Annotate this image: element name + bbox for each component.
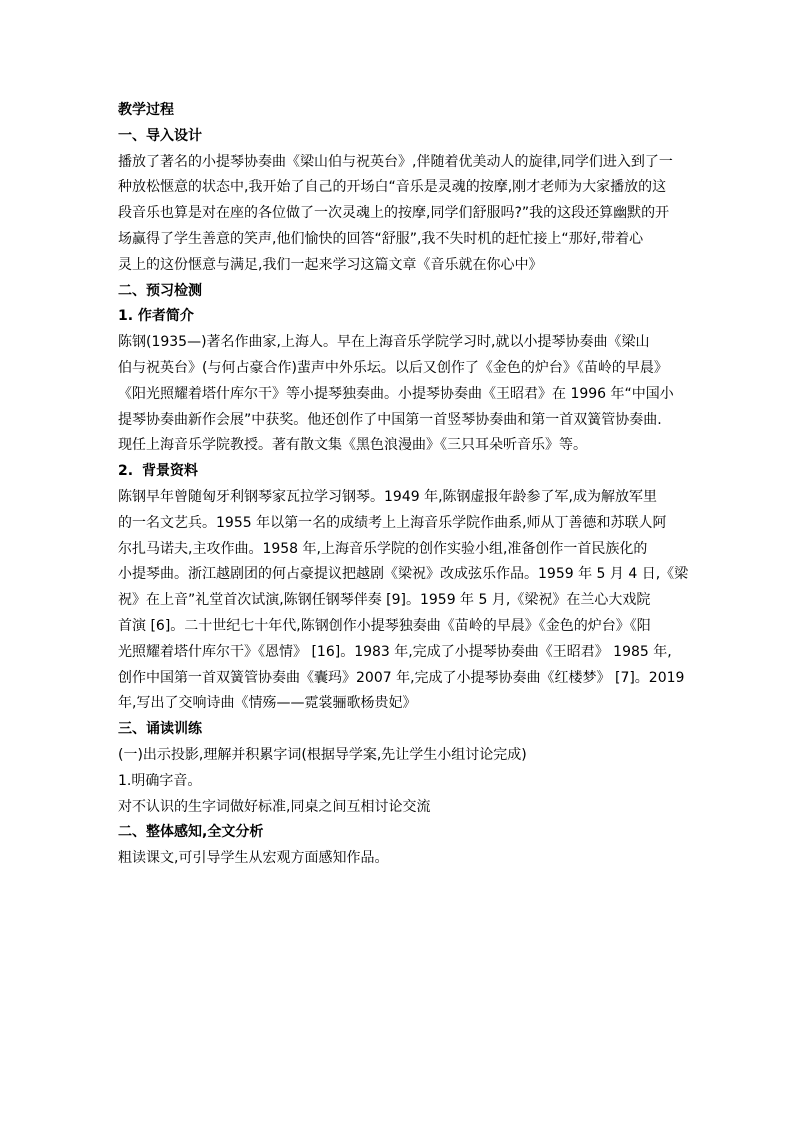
paragraph-line: 陈钢早年曾随匈牙利钢琴家瓦拉学习钢琴。1949 年,陈钢虚报年龄参了军,成为解放军里 <box>118 488 657 505</box>
paragraph-line: 粗读课文,可引导学生从宏观方面感知作品。 <box>118 850 389 867</box>
paragraph-line: 的一名文艺兵。1955 年以第一名的成绩考上上海音乐学院作曲系,师从丁善德和苏联人阿 <box>118 514 667 531</box>
section-heading-analysis: 二、整体感知,全文分析 <box>118 824 264 841</box>
paragraph-line: 对不认识的生字词做好标准,同桌之间互相讨论交流 <box>118 798 431 815</box>
document-title: 教学过程 <box>118 102 174 118</box>
document-page <box>118 98 689 872</box>
paragraph-line: 伯与祝英台》(与何占豪合作)蜚声中外乐坛。以后又创作了《金色的炉台》《苗岭的早晨》 <box>118 359 668 376</box>
paragraph-line: 场赢得了学生善意的笑声,他们愉快的回答“舒服”,我不失时机的赶忙接上“那好,带着心 <box>118 230 644 247</box>
paragraph-line: 祝》在上音”礼堂首次试演,陈钢任钢琴伴奏 [9]。1959 年 5 月,《梁祝》在兰心大戏院 <box>118 592 651 609</box>
paragraph-line: 播放了著名的小提琴协奏曲《梁山伯与祝英台》,伴随着优美动人的旋律,同学们进入到了一 <box>118 153 673 170</box>
paragraph-line: 《阳光照耀着塔什库尔干》等小提琴独奏曲。小提琴协奏曲《王昭君》在 1996 年“中国小 <box>118 385 674 402</box>
paragraph-line: 种放松惬意的状态中,我开始了自己的开场白“音乐是灵魂的按摩,刚才老师为大家播放的这 <box>118 179 667 196</box>
paragraph-line: 小提琴曲。浙江越剧团的何占豪提议把越剧《梁祝》改成弦乐作品。1959 年 5 月 4 日,《梁 <box>118 566 689 583</box>
paragraph-line: 灵上的这份惬意与满足,我们一起来学习这篇文章《音乐就在你心中》 <box>118 256 543 273</box>
paragraph-line: 提琴协奏曲新作会展”中获奖。他还创作了中国第一首竖琴协奏曲和第一首双簧管协奏曲. <box>118 411 662 428</box>
paragraph-line: 现任上海音乐学院教授。著有散文集《黑色浪漫曲》《三只耳朵听音乐》等。 <box>118 437 587 454</box>
section-heading-intro: 一、导入设计 <box>118 127 202 144</box>
paragraph-line: 1.明确字音。 <box>118 772 202 789</box>
paragraph-line: (一)出示投影,理解并积累字词(根据导学案,先让学生小组讨论完成) <box>118 746 527 763</box>
paragraph-line: 年,写出了交响诗曲《情殇——霓裳骊歌杨贵妃》 <box>118 695 417 712</box>
subheading-author: 1. 作者简介 <box>118 308 194 325</box>
paragraph-line: 首演 [6]。二十世纪七十年代,陈钢创作小提琴独奏曲《苗岭的早晨》《金色的炉台》《阳 <box>118 617 651 634</box>
section-heading-reading: 三、诵读训练 <box>118 721 202 738</box>
paragraph-line: 段音乐也算是对在座的各位做了一次灵魂上的按摩,同学们舒服吗?”我的这段还算幽默的开 <box>118 205 670 222</box>
paragraph-line: 尔扎马诺夫,主攻作曲。1958 年,上海音乐学院的创作实验小组,准备创作一首民族化的 <box>118 540 648 557</box>
paragraph-line: 光照耀着塔什库尔干》《恩情》 [16]。1983 年,完成了小提琴协奏曲《王昭君》 1985 年, <box>118 643 672 660</box>
section-heading-preview: 二、预习检测 <box>118 282 202 299</box>
subheading-background <box>118 459 684 485</box>
subheading-label: 背景资料 <box>142 463 198 480</box>
paragraph-line: 创作中国第一首双簧管协奏曲《囊玛》2007 年,完成了小提琴协奏曲《红楼梦》 [7]。2019 <box>118 669 685 686</box>
paragraph-line: 陈钢(1935—)著名作曲家,上海人。早在上海音乐学院学习时,就以小提琴协奏曲《梁山 <box>118 334 650 351</box>
subheading-number: 2. <box>118 463 134 480</box>
